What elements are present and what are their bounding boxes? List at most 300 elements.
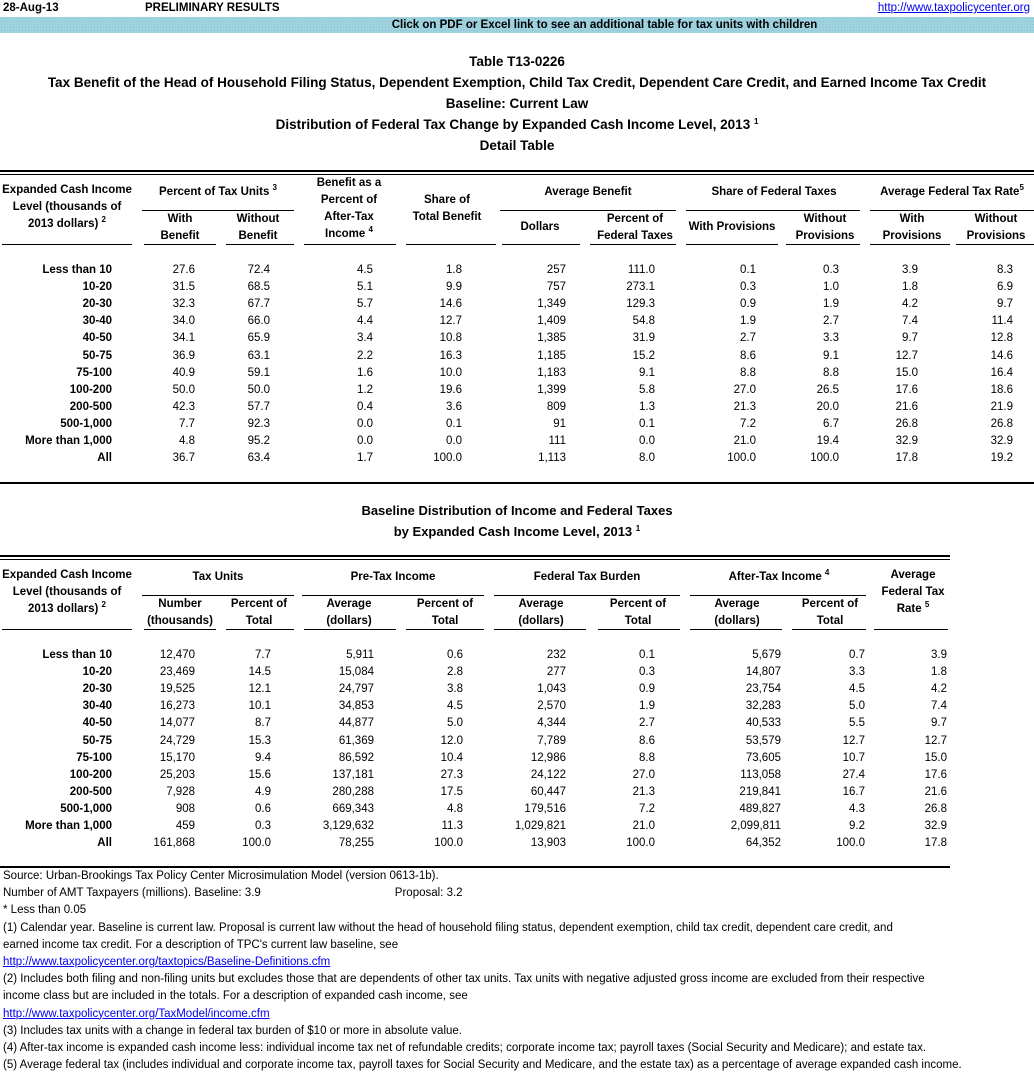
income-definition-link[interactable]: http://www.taxpolicycenter.org/TaxModel/income.cfm bbox=[3, 1007, 270, 1020]
row-label: 10-20 bbox=[82, 281, 112, 294]
table-cell: 12.8 bbox=[990, 332, 1013, 345]
table-cell: 10.8 bbox=[439, 332, 462, 345]
table-cell: 12.7 bbox=[842, 734, 865, 747]
table-row bbox=[0, 365, 1034, 382]
table-cell: 34,853 bbox=[338, 700, 374, 713]
table-cell: 5.1 bbox=[357, 281, 373, 294]
table-cell: 3.4 bbox=[357, 332, 373, 345]
table-cell: 21.9 bbox=[990, 400, 1013, 413]
header-underline bbox=[304, 244, 396, 245]
table-bottom-border bbox=[0, 482, 1034, 484]
table-cell: 12.7 bbox=[924, 734, 947, 747]
table-cell: 12.7 bbox=[439, 315, 462, 328]
table-cell: 2.7 bbox=[823, 315, 839, 328]
table-cell: 16.4 bbox=[990, 366, 1013, 379]
header-line: Provisions bbox=[882, 230, 942, 242]
table-cell: 24,729 bbox=[159, 734, 195, 747]
table-cell: 277 bbox=[546, 666, 566, 679]
footnote-2: (2) Includes both filing and non-filing units but excludes those that are dependents of other tax units. Tax units with negative adjusted gross income are excluded from their respective bbox=[3, 973, 925, 986]
preliminary-label: PRELIMINARY RESULTS bbox=[145, 2, 280, 14]
table-cell: 2.8 bbox=[447, 666, 463, 679]
table-row bbox=[0, 698, 1034, 715]
col-header-rate-with bbox=[872, 211, 952, 245]
table-cell: 4.3 bbox=[849, 802, 865, 815]
header-line: (dollars) bbox=[714, 615, 760, 627]
footnote-ref: 2 bbox=[101, 215, 106, 224]
table-cell: 42.3 bbox=[172, 400, 195, 413]
table-cell: 67.7 bbox=[247, 298, 270, 311]
baseline-label: Baseline: Current Law bbox=[445, 96, 589, 111]
table-row bbox=[0, 382, 1034, 399]
table-cell: 1,029,821 bbox=[514, 820, 566, 832]
table-cell: 100.0 bbox=[810, 452, 839, 465]
col-header-without-benefit bbox=[220, 211, 296, 245]
table-cell: 26.5 bbox=[816, 383, 839, 396]
table-cell: 3.9 bbox=[931, 649, 947, 661]
col-header-with-provisions: With Provisions bbox=[688, 221, 776, 233]
table-row bbox=[0, 835, 1034, 852]
header-line: Average bbox=[326, 598, 372, 610]
table-cell: 27.6 bbox=[172, 264, 195, 276]
table-cell: 459 bbox=[175, 820, 195, 832]
table-top-border bbox=[0, 170, 1034, 175]
col-group-avg-fed-rate bbox=[870, 184, 1034, 201]
table-cell: 3.3 bbox=[849, 666, 865, 679]
col-header-income-level bbox=[0, 182, 134, 233]
header-underline bbox=[502, 244, 580, 245]
table-cell: 50.0 bbox=[172, 383, 195, 396]
header-underline bbox=[406, 629, 484, 630]
table-cell: 8.8 bbox=[740, 366, 756, 379]
table-cell: 3.9 bbox=[902, 264, 918, 276]
col-group-tax-units: Tax Units bbox=[192, 571, 244, 583]
table-cell: 7.2 bbox=[740, 417, 756, 430]
table-cell: 1.9 bbox=[823, 298, 839, 311]
table-cell: 2.7 bbox=[740, 332, 756, 345]
table-cell: 3.3 bbox=[823, 332, 839, 345]
col-header-pct-total bbox=[220, 596, 298, 630]
row-label: 30-40 bbox=[82, 700, 112, 713]
header-line: (thousands) bbox=[147, 615, 213, 627]
header-line: Percent of bbox=[320, 194, 378, 206]
table-cell: 19.6 bbox=[439, 383, 462, 396]
table-cell: 32,283 bbox=[745, 700, 781, 713]
table-cell: 1,183 bbox=[537, 366, 566, 379]
table-cell: 0.3 bbox=[639, 666, 655, 679]
table-cell: 4.9 bbox=[255, 785, 271, 798]
footnote-3: (3) Includes tax units with a change in federal tax burden of $10 or more in absolute value. bbox=[3, 1024, 462, 1037]
table-cell: 0.1 bbox=[639, 649, 655, 661]
table-cell: 32.9 bbox=[895, 435, 918, 447]
table-cell: 0.1 bbox=[446, 417, 462, 430]
table-cell: 10.7 bbox=[842, 751, 865, 764]
table-cell: 73,605 bbox=[745, 751, 781, 764]
table-row bbox=[0, 647, 1034, 664]
header-line: Without bbox=[974, 213, 1018, 225]
header-underline bbox=[2, 244, 132, 245]
table-cell: 4.2 bbox=[931, 683, 947, 696]
table-cell: 6.7 bbox=[823, 417, 839, 430]
table-cell: 27.0 bbox=[733, 383, 756, 396]
table-cell: 137,181 bbox=[332, 768, 374, 781]
table-cell: 23,754 bbox=[745, 683, 781, 696]
amt-baseline: Number of AMT Taxpayers (millions). Baseline: 3.9 bbox=[3, 887, 261, 900]
table-cell: 219,841 bbox=[739, 785, 781, 798]
table-cell: 32.9 bbox=[990, 435, 1013, 447]
header-text: 2013 dollars) bbox=[28, 603, 99, 615]
table-cell: 7,789 bbox=[537, 734, 566, 747]
table-cell: 0.9 bbox=[740, 298, 756, 311]
col-group-pct-tax-units bbox=[142, 184, 294, 201]
table-cell: 8.8 bbox=[823, 366, 839, 379]
header-underline bbox=[144, 244, 216, 245]
table-subtitle: Tax Benefit of the Head of Household Filing Status, Dependent Exemption, Child Tax Credit, Dependent Care Credit, and Earned Income Tax Credit bbox=[47, 75, 987, 90]
table-cell: 8.3 bbox=[997, 264, 1013, 276]
header-line: Average bbox=[714, 598, 760, 610]
table-cell: 1,409 bbox=[537, 315, 566, 328]
table-cell: 5.8 bbox=[639, 383, 655, 396]
report-date: 28-Aug-13 bbox=[3, 2, 59, 14]
col-header-with-benefit bbox=[142, 211, 218, 245]
row-label: 100-200 bbox=[69, 383, 112, 396]
table-cell: 100.0 bbox=[836, 837, 865, 850]
table-row bbox=[0, 818, 1034, 835]
header-line: Expanded Cash Income bbox=[2, 569, 132, 581]
table-cell: 2.7 bbox=[639, 717, 655, 730]
table-cell: 1.8 bbox=[446, 264, 462, 276]
col-header-number bbox=[142, 596, 218, 630]
table-cell: 16.3 bbox=[439, 349, 462, 362]
col-header-benefit-pct bbox=[302, 175, 396, 243]
table-cell: 72.4 bbox=[247, 264, 270, 276]
header-line: Level (thousands of bbox=[12, 201, 122, 213]
distribution-title bbox=[0, 114, 1034, 135]
table-cell: 4.5 bbox=[447, 700, 463, 713]
baseline-definitions-link[interactable]: http://www.taxpolicycenter.org/taxtopics/Baseline-Definitions.cfm bbox=[3, 956, 331, 969]
col-group-after-tax-income bbox=[690, 569, 868, 586]
header-text: Percent of Tax Units bbox=[159, 186, 270, 198]
col-header-avg-fed-rate bbox=[874, 567, 952, 618]
table-cell: 36.7 bbox=[172, 452, 195, 465]
header-underline bbox=[226, 629, 294, 630]
less-than-note: * Less than 0.05 bbox=[3, 904, 87, 917]
table-cell: 12.1 bbox=[248, 683, 271, 696]
table-cell: 1.7 bbox=[357, 452, 373, 465]
table-cell: 50.0 bbox=[247, 383, 270, 396]
table-cell: 23,469 bbox=[159, 666, 195, 679]
header-line: Benefit bbox=[160, 230, 200, 242]
header-underline bbox=[786, 244, 860, 245]
table-cell: 4.5 bbox=[849, 683, 865, 696]
table-row bbox=[0, 681, 1034, 698]
col-header-aftertax-pct bbox=[788, 596, 872, 630]
table-cell: 3,129,632 bbox=[322, 820, 374, 832]
table-cell: 5.7 bbox=[357, 298, 373, 311]
table-cell: 19.2 bbox=[990, 452, 1013, 465]
table-cell: 26.8 bbox=[895, 417, 918, 430]
table-cell: 10.0 bbox=[439, 366, 462, 379]
table-cell: 59.1 bbox=[247, 366, 270, 379]
footnote-ref: 4 bbox=[824, 568, 830, 577]
table-cell: 32.3 bbox=[172, 298, 195, 311]
footnote-ref: 2 bbox=[101, 600, 106, 609]
row-label: 20-30 bbox=[82, 683, 112, 696]
table-cell: 1,385 bbox=[537, 332, 566, 345]
row-label: 200-500 bbox=[69, 400, 112, 413]
table-cell: 179,516 bbox=[524, 802, 566, 815]
table-cell: 0.1 bbox=[639, 417, 655, 430]
table-cell: 36.9 bbox=[172, 349, 195, 362]
col-header-aftertax-avg bbox=[690, 596, 784, 630]
table-cell: 61,369 bbox=[338, 734, 374, 747]
table-cell: 1.2 bbox=[357, 383, 373, 396]
source-note: Source: Urban-Brookings Tax Policy Center Microsimulation Model (version 0613-1b). bbox=[3, 870, 439, 882]
table-cell: 100.0 bbox=[242, 837, 271, 850]
table-cell: 1.9 bbox=[740, 315, 756, 328]
table-cell: 11.4 bbox=[991, 315, 1013, 328]
header-line: Benefit bbox=[238, 230, 278, 242]
table-row bbox=[0, 433, 1034, 450]
table-cell: 14.6 bbox=[990, 349, 1013, 362]
header-line bbox=[874, 601, 952, 618]
table-cell: 15.0 bbox=[895, 366, 918, 379]
table-cell: 12,986 bbox=[530, 751, 566, 764]
header-text: Average Federal Tax Rate bbox=[880, 186, 1020, 198]
col-header-rate-without bbox=[956, 211, 1034, 245]
footnote-ref: 5 bbox=[1019, 183, 1024, 192]
table-cell: 65.9 bbox=[247, 332, 270, 345]
table-cell: 12.0 bbox=[440, 734, 463, 747]
table-cell: 4.4 bbox=[357, 315, 373, 328]
table-cell: 5.0 bbox=[447, 717, 463, 730]
table-cell: 24,797 bbox=[338, 683, 374, 696]
footnote-1: (1) Calendar year. Baseline is current law. Proposal is current law without the head of household filing status, dependent exemption, child tax credit, dependent care credit, and bbox=[3, 921, 893, 934]
table-cell: 91 bbox=[553, 417, 566, 430]
table-cell: 1,399 bbox=[537, 383, 566, 396]
table-cell: 0.7 bbox=[849, 649, 865, 661]
footnote-1-cont: earned income tax credit. For a description of TPC's current law baseline, see bbox=[3, 938, 399, 951]
header-line: After-Tax bbox=[324, 211, 374, 223]
row-label: Less than 10 bbox=[42, 649, 112, 661]
row-label: 200-500 bbox=[69, 785, 112, 798]
table-cell: 21.3 bbox=[733, 400, 756, 413]
table-id: Table T13-0226 bbox=[469, 54, 565, 69]
table-cell: 7,928 bbox=[166, 785, 195, 798]
table-cell: 25,203 bbox=[159, 768, 195, 781]
header-underline bbox=[792, 629, 866, 630]
header-line: (dollars) bbox=[326, 615, 372, 627]
table-cell: 8.7 bbox=[255, 717, 271, 730]
table-cell: 13,903 bbox=[530, 837, 566, 850]
table-cell: 4.5 bbox=[357, 264, 373, 276]
table-cell: 95.2 bbox=[247, 435, 270, 447]
col-group-share-fed-taxes: Share of Federal Taxes bbox=[711, 186, 837, 198]
table-cell: 21.0 bbox=[733, 435, 756, 447]
table-cell: 15.3 bbox=[248, 734, 271, 747]
table-cell: 489,827 bbox=[739, 802, 781, 815]
table-cell: 66.0 bbox=[247, 315, 270, 328]
header-underline bbox=[2, 629, 132, 630]
table-cell: 5,911 bbox=[346, 649, 374, 661]
banner-text: Click on PDF or Excel link to see an additional table for tax units with children bbox=[391, 19, 818, 31]
table-cell: 18.6 bbox=[990, 383, 1013, 396]
table-cell: 2,570 bbox=[537, 700, 566, 713]
table-cell: 17.8 bbox=[895, 452, 918, 465]
table-cell: 86,592 bbox=[338, 751, 374, 764]
col-group-pretax-income: Pre-Tax Income bbox=[350, 571, 436, 583]
table-cell: 7.2 bbox=[639, 802, 655, 815]
table-cell: 9.7 bbox=[997, 298, 1013, 311]
footnote-ref: 1 bbox=[635, 524, 641, 533]
header-line: Expanded Cash Income bbox=[2, 184, 132, 196]
table-cell: 1.8 bbox=[931, 666, 947, 679]
table-cell: 1,113 bbox=[538, 452, 566, 465]
table-cell: 5.5 bbox=[849, 717, 865, 730]
col-header-pct-fed-taxes bbox=[590, 211, 680, 245]
table-cell: 19,525 bbox=[159, 683, 195, 696]
baseline-title-line bbox=[0, 521, 1034, 542]
table-cell: 1,349 bbox=[537, 298, 566, 311]
row-label: 50-75 bbox=[82, 349, 112, 362]
col-header-share-total-benefit bbox=[404, 192, 490, 226]
table-cell: 1,185 bbox=[537, 349, 566, 362]
table-cell: 9.9 bbox=[446, 281, 462, 294]
header-underline bbox=[874, 629, 948, 630]
baseline-title bbox=[0, 500, 1034, 542]
header-underline bbox=[494, 629, 586, 630]
table-cell: 15.2 bbox=[632, 349, 655, 362]
table-cell: 15.6 bbox=[248, 768, 271, 781]
table-cell: 9.7 bbox=[902, 332, 918, 345]
table-row bbox=[0, 330, 1034, 347]
table-cell: 92.3 bbox=[247, 417, 270, 430]
footnote-ref: 1 bbox=[753, 117, 759, 126]
header-underline bbox=[690, 629, 782, 630]
row-label: 50-75 bbox=[82, 734, 112, 747]
table-row bbox=[0, 416, 1034, 433]
table-cell: 4.8 bbox=[447, 802, 463, 815]
header-line: Percent of bbox=[416, 598, 474, 610]
header-line: With bbox=[899, 213, 925, 225]
table-row bbox=[0, 715, 1034, 732]
row-label: More than 1,000 bbox=[25, 435, 112, 447]
header-line: Share of bbox=[423, 194, 470, 206]
col-header-burden-pct bbox=[596, 596, 680, 630]
header-underline bbox=[686, 244, 778, 245]
table-row bbox=[0, 296, 1034, 313]
row-label: 75-100 bbox=[76, 366, 112, 379]
detail-label: Detail Table bbox=[479, 138, 555, 153]
header-text: Income bbox=[325, 228, 366, 240]
col-header-dollars: Dollars bbox=[520, 221, 560, 233]
header-line bbox=[0, 601, 134, 618]
table-cell: 0.3 bbox=[255, 820, 271, 832]
header-underline bbox=[144, 629, 216, 630]
table-cell: 12.7 bbox=[895, 349, 918, 362]
col-header-income-level bbox=[0, 567, 134, 618]
footnote-2-cont: income class but are included in the totals. For a description of expanded cash income, see bbox=[3, 990, 468, 1003]
col-group-fed-tax-burden: Federal Tax Burden bbox=[533, 571, 641, 583]
header-line: Percent of bbox=[609, 598, 667, 610]
row-label: Less than 10 bbox=[42, 264, 112, 276]
header-line: Number bbox=[158, 598, 202, 610]
table-cell: 15,084 bbox=[338, 666, 374, 679]
table-cell: 34.0 bbox=[172, 315, 195, 328]
table-cell: 8.6 bbox=[740, 349, 756, 362]
header-underline bbox=[598, 629, 680, 630]
table-cell: 129.3 bbox=[626, 298, 655, 311]
table-row bbox=[0, 784, 1034, 801]
col-header-without-provisions bbox=[786, 211, 864, 245]
table-row bbox=[0, 664, 1034, 681]
table-cell: 19.4 bbox=[816, 435, 839, 447]
table-cell: 8.6 bbox=[639, 734, 655, 747]
header-line: Average bbox=[890, 569, 936, 581]
header-line: Total bbox=[245, 615, 273, 627]
row-label: 75-100 bbox=[76, 751, 112, 764]
footnote-ref: 5 bbox=[924, 600, 930, 609]
header-line: With bbox=[167, 213, 193, 225]
table-row bbox=[0, 279, 1034, 296]
table-cell: 21.0 bbox=[632, 820, 655, 832]
table-row bbox=[0, 262, 1034, 279]
table-cell: 1.3 bbox=[639, 400, 655, 413]
table-cell: 3.6 bbox=[446, 400, 462, 413]
table-cell: 9.1 bbox=[823, 349, 839, 362]
header-text: 2013 dollars) bbox=[28, 218, 99, 230]
amt-proposal: Proposal: 3.2 bbox=[394, 887, 463, 900]
distribution-text: Distribution of Federal Tax Change by Expanded Cash Income Level, 2013 bbox=[275, 117, 751, 132]
header-line: Total Benefit bbox=[412, 211, 482, 223]
table-cell: 9.7 bbox=[931, 717, 947, 730]
row-label: 20-30 bbox=[82, 298, 112, 311]
row-label: 30-40 bbox=[82, 315, 112, 328]
website-link[interactable]: http://www.taxpolicycenter.org bbox=[877, 2, 1030, 14]
col-group-avg-benefit: Average Benefit bbox=[544, 186, 632, 198]
table-cell: 7.4 bbox=[931, 700, 947, 713]
row-label: All bbox=[97, 837, 112, 850]
table-cell: 64,352 bbox=[745, 837, 781, 850]
table-cell: 5,679 bbox=[752, 649, 781, 661]
table-cell: 100.0 bbox=[626, 837, 655, 850]
baseline-title-line: Baseline Distribution of Income and Federal Taxes bbox=[361, 503, 673, 518]
table-row bbox=[0, 450, 1034, 467]
table-cell: 0.0 bbox=[357, 417, 373, 430]
table-cell: 0.9 bbox=[639, 683, 655, 696]
footnote-ref: 3 bbox=[272, 183, 277, 192]
table-cell: 14.5 bbox=[248, 666, 271, 679]
footnote-5: (5) Average federal tax (includes individual and corporate income tax, payroll taxes for Social Security and Medicare, and the estate tax) as a percentage of average expanded cash income. bbox=[3, 1059, 962, 1072]
table-cell: 3.8 bbox=[447, 683, 463, 696]
header-line: Benefit as a bbox=[316, 177, 382, 189]
table-cell: 273.1 bbox=[626, 281, 655, 294]
table-cell: 1,043 bbox=[537, 683, 566, 696]
table-cell: 6.9 bbox=[997, 281, 1013, 294]
table-cell: 1.0 bbox=[823, 281, 839, 294]
table-cell: 2.2 bbox=[357, 349, 373, 362]
table-cell: 5.0 bbox=[849, 700, 865, 713]
table-cell: 113,058 bbox=[740, 768, 781, 781]
row-label: 500-1,000 bbox=[60, 417, 112, 430]
header-line: Federal Taxes bbox=[597, 230, 673, 242]
table-cell: 27.3 bbox=[440, 768, 463, 781]
table-cell: 9.4 bbox=[255, 751, 271, 764]
row-label: 40-50 bbox=[82, 332, 112, 345]
table-cell: 53,579 bbox=[745, 734, 781, 747]
table-row bbox=[0, 733, 1034, 750]
table-cell: 26.8 bbox=[990, 417, 1013, 430]
table-cell: 21.6 bbox=[924, 785, 947, 798]
